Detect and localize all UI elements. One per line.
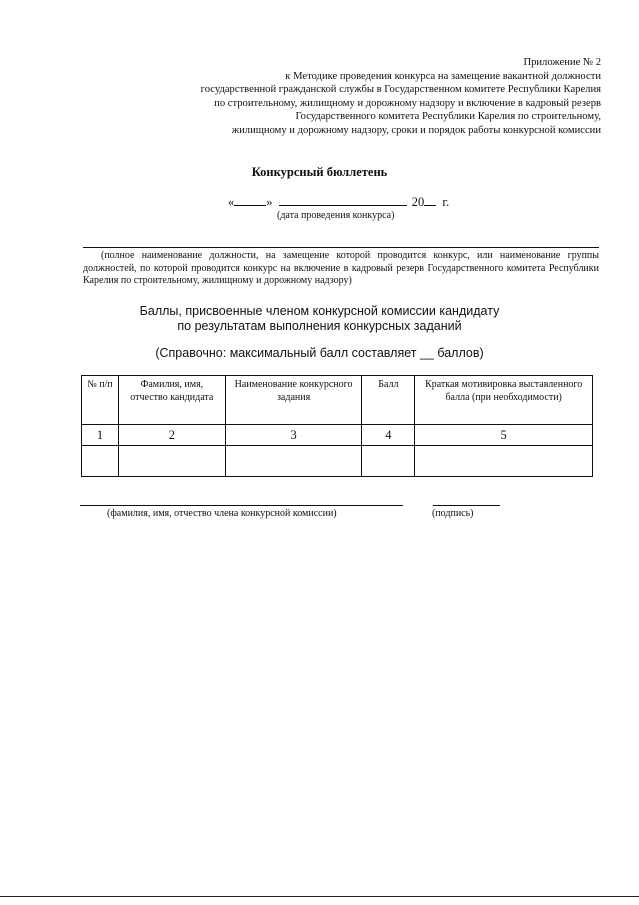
close-quote: »	[266, 195, 273, 209]
signature-caption: (подпись)	[432, 508, 474, 519]
column-number: 1	[82, 425, 119, 446]
scores-table	[81, 375, 593, 477]
column-number: 2	[118, 425, 225, 446]
column-number: 3	[225, 425, 362, 446]
table-cell	[118, 446, 225, 477]
year-blank	[424, 193, 436, 206]
appendix-line: государственной гражданской службы в Государственном комитете Республики Карелия	[200, 84, 601, 96]
day-blank	[234, 193, 266, 206]
date-line	[228, 193, 449, 210]
appendix-line: жилищному и дорожному надзору, сроки и порядок работы конкурсной комиссии	[231, 124, 601, 136]
table-cell	[415, 446, 593, 477]
open-quote: «	[228, 195, 235, 209]
position-caption: (полное наименование должности, на замещение которой проводится конкурс, или наименование группы должностей, по которой проводится конкурс на включение в кадровый резерв Государственного комитета Республики Карелия по строительному, жилищному и дорожному надзору)	[83, 250, 599, 287]
year-prefix: 20	[411, 195, 425, 209]
header-cell: Фамилия, имя, отчество кандидата	[118, 376, 225, 425]
year-suffix: г.	[442, 195, 450, 209]
page-bottom-rule	[0, 896, 639, 897]
column-number-row	[82, 425, 593, 446]
table-header-row	[82, 376, 593, 425]
appendix-header	[201, 56, 601, 138]
appendix-line: к Методике проведения конкурса на замещение вакантной должности	[285, 70, 601, 82]
name-caption: (фамилия, имя, отчество члена конкурсной комиссии)	[107, 508, 337, 519]
signature-line	[433, 505, 500, 506]
header-cell: Балл	[362, 376, 415, 425]
table-cell	[362, 446, 415, 477]
column-number: 5	[415, 425, 593, 446]
table-row	[82, 446, 593, 477]
scores-title	[0, 304, 639, 334]
month-blank	[279, 193, 407, 206]
column-number: 4	[362, 425, 415, 446]
max-score-note: (Справочно: максимальный балл составляет __ баллов)	[155, 346, 484, 360]
scores-title-line: по результатам выполнения конкурсных заданий	[177, 319, 462, 333]
name-signature-line	[80, 505, 403, 506]
header-cell: № п/п	[82, 376, 119, 425]
header-cell: Наименование конкурсного задания	[225, 376, 362, 425]
table-cell	[82, 446, 119, 477]
header-cell: Краткая мотивировка выставленного балла (при необходимости)	[415, 376, 593, 425]
appendix-number: Приложение № 2	[523, 57, 601, 68]
table-cell	[225, 446, 362, 477]
position-line	[83, 247, 599, 248]
appendix-line: по строительному, жилищному и дорожному надзору и включение в кадровый резерв	[214, 97, 601, 109]
appendix-line: Государственного комитета Республики Карелия по строительному,	[295, 111, 601, 123]
document-title: Конкурсный бюллетень	[251, 165, 388, 179]
date-caption: (дата проведения конкурса)	[277, 210, 395, 221]
scores-title-line: Баллы, присвоенные членом конкурсной комиссии кандидату	[139, 304, 500, 318]
